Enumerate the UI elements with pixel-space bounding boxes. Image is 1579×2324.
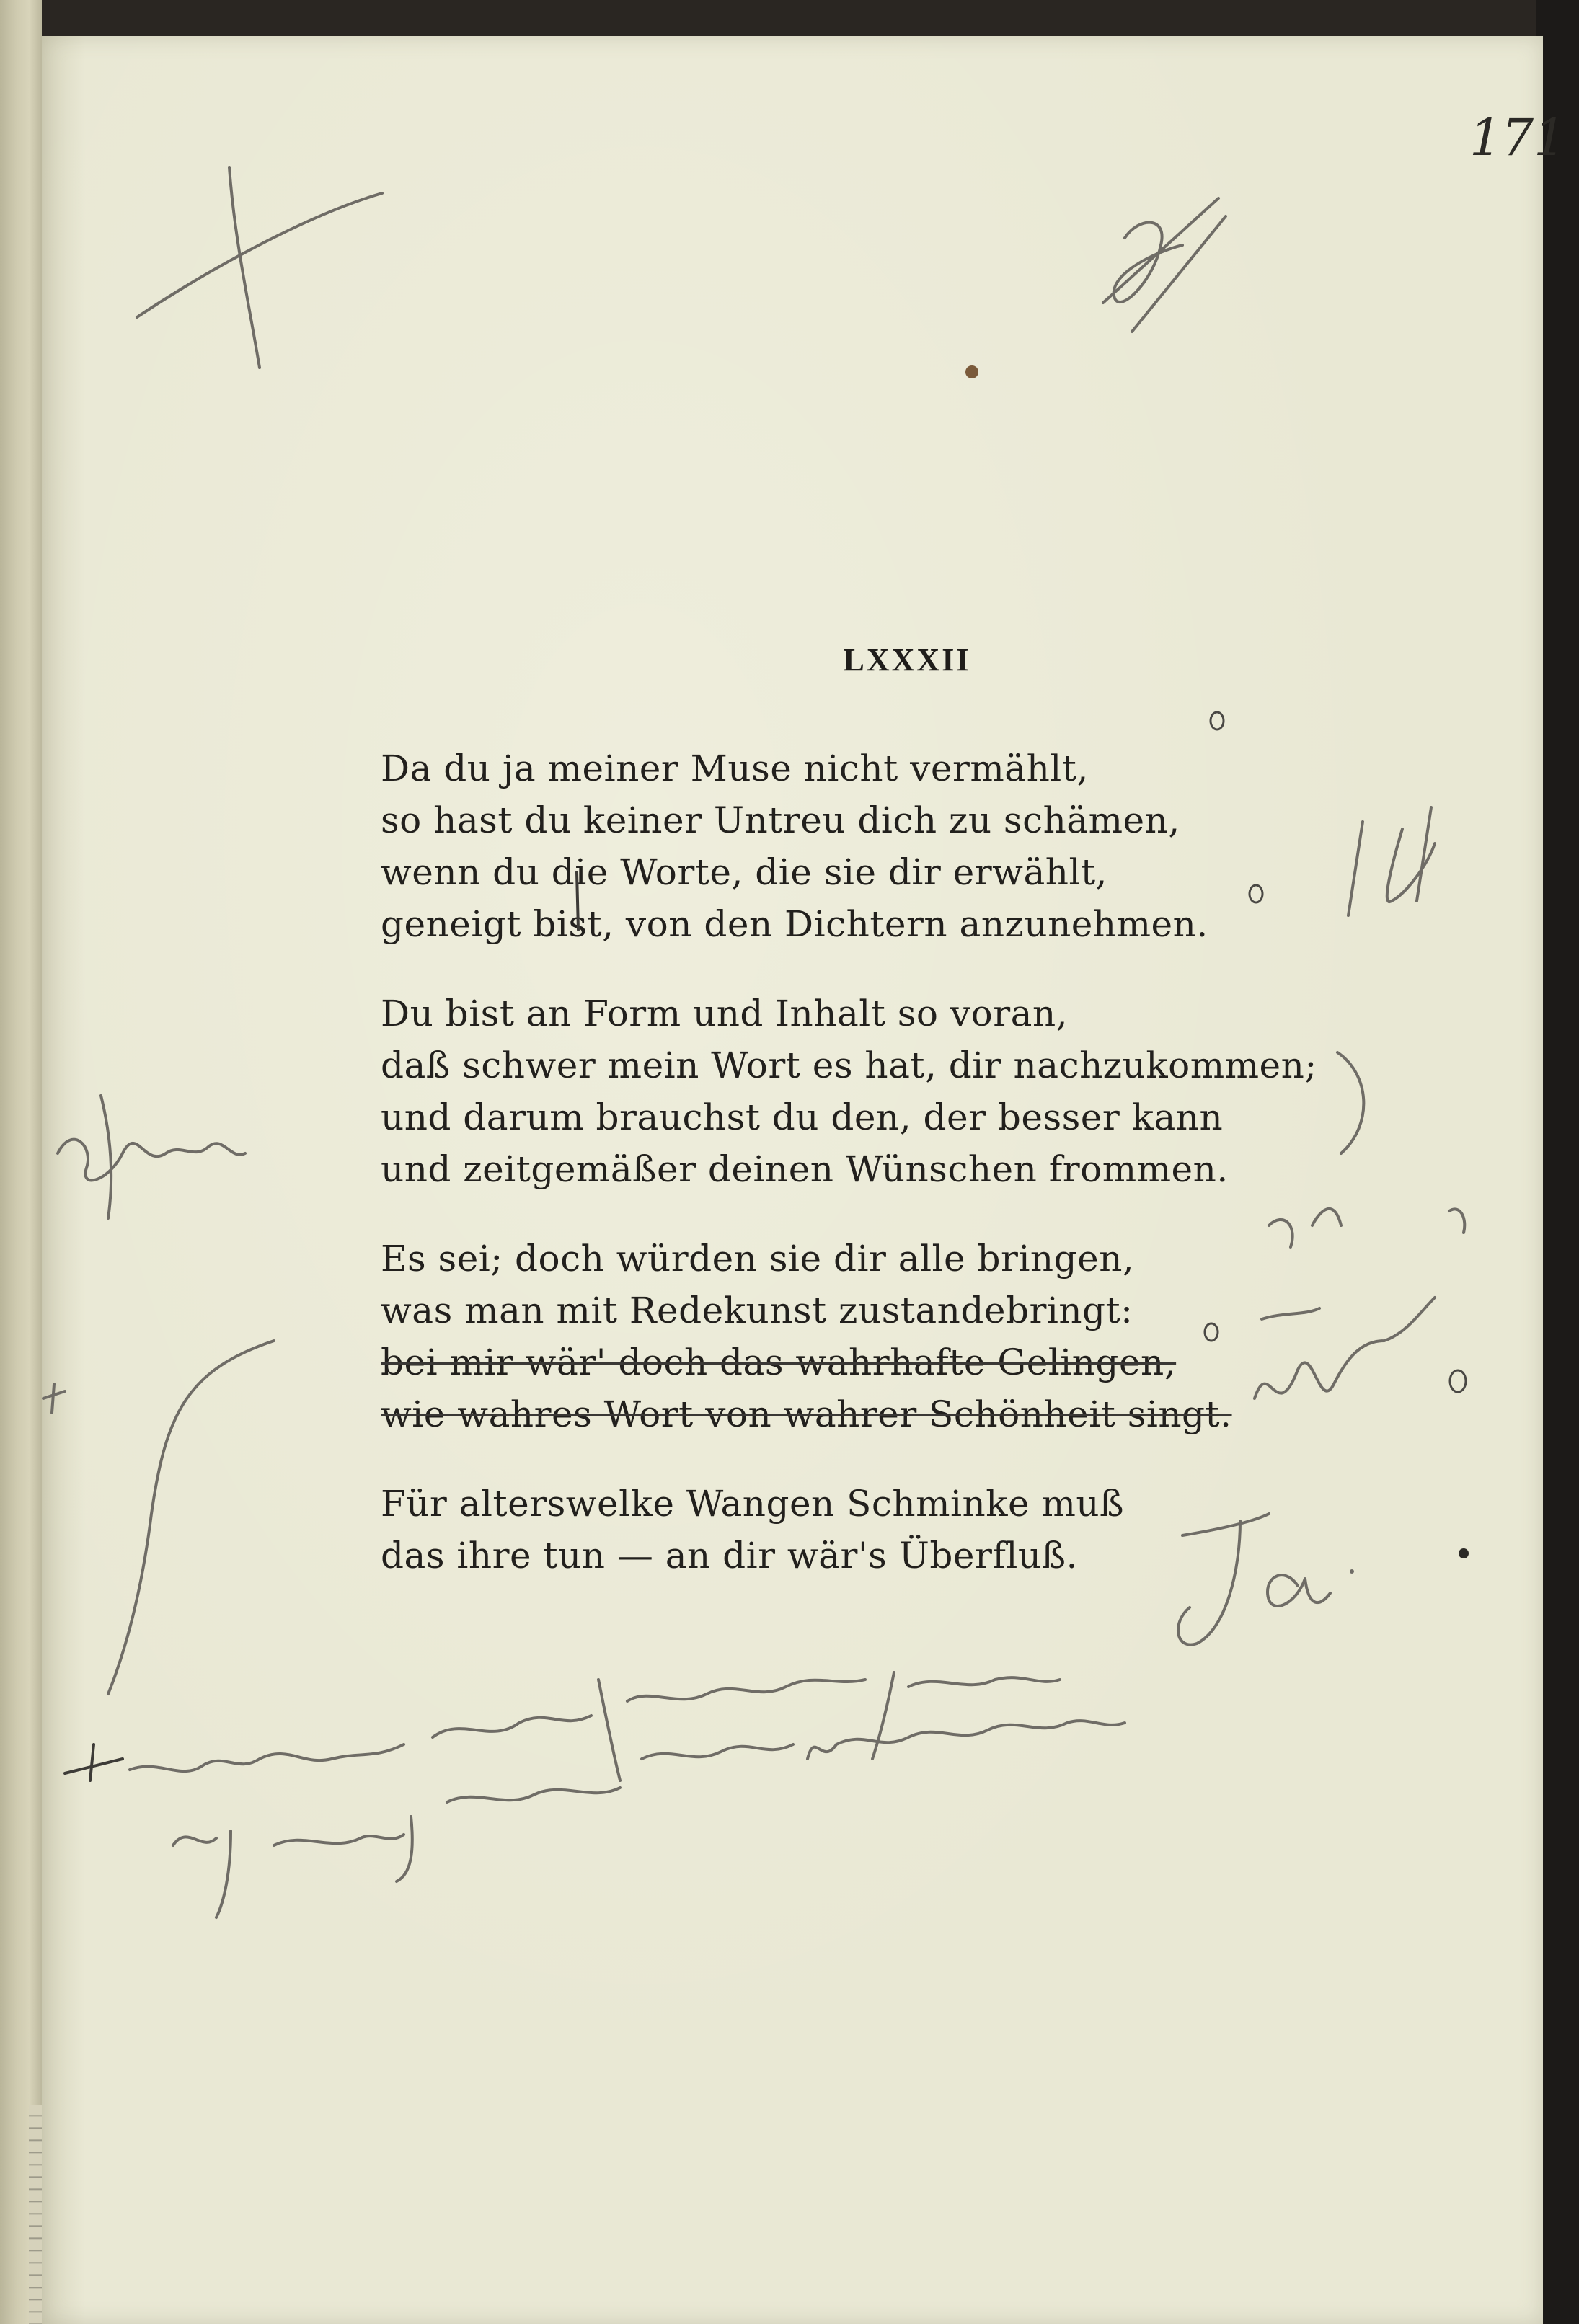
poem-line: Du bist an Form und Inhalt so voran, [381,993,1069,1034]
poem-line: was man mit Redekunst zustandebringt: [381,1290,1133,1331]
poem-title: LXXXII [843,642,971,678]
poem-line: Es sei; doch würden sie dir alle bringen, [381,1238,1135,1279]
stanza-1 [381,742,1282,950]
stanza-2 [381,988,1317,1195]
poem-line: und darum brauchst du den, der besser kann [381,1096,1224,1138]
poem-line: geneigt bist, von den Dichtern anzunehmen. [381,903,1208,945]
poem-line: Für alterswelke Wangen Schminke muß [381,1483,1125,1525]
poem-line: Da du ja meiner Muse nicht vermählt, [381,748,1089,789]
poem-line: wenn du die Worte, die sie dir erwählt, [381,851,1107,893]
poem-line: und zeitgemäßer deinen Wünschen frommen. [381,1148,1229,1190]
adjacent-page-edge [0,0,42,2324]
poem-line: daß schwer mein Wort es hat, dir nachzukommen; [381,1045,1317,1086]
poem-body [381,742,1317,1619]
stanza-3 [381,1233,1282,1440]
page-number: 171 [1469,108,1566,167]
poem-line-struck: bei mir wär' doch das wahrhafte Gelingen, [381,1341,1177,1383]
poem-line: das ihre tun — an dir wär's Überfluß. [381,1535,1078,1576]
poem-line: so hast du keiner Untreu dich zu schämen, [381,799,1180,841]
book-page [42,36,1566,2324]
poem-line-struck: wie wahres Wort von wahrer Schönheit singt. [381,1393,1232,1435]
stanza-4 [381,1478,1282,1582]
